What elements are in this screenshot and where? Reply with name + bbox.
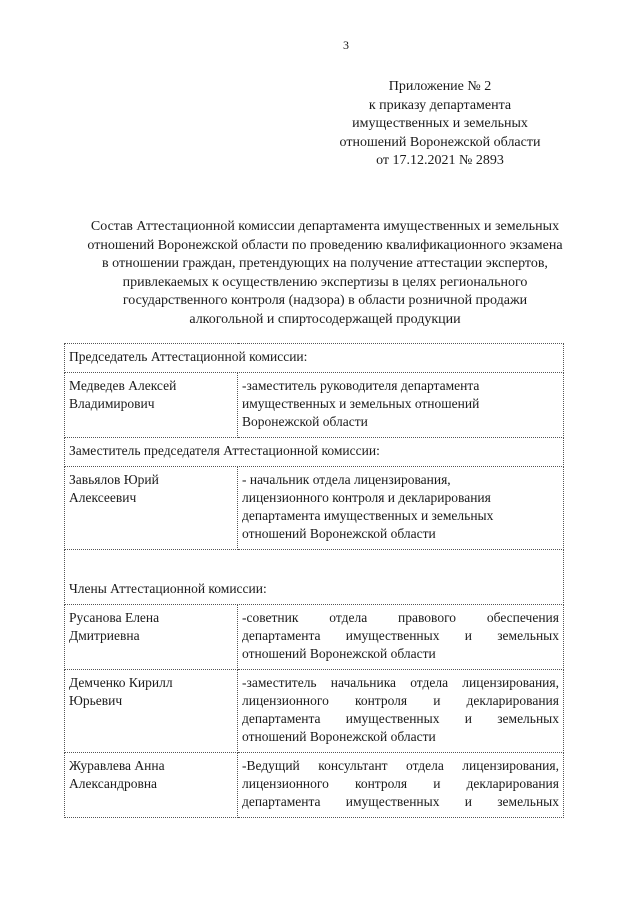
duty-line: департамента имущественных и земельных <box>242 711 559 726</box>
table-row <box>65 605 564 670</box>
duty-line: лицензионного контроля и декларирования <box>242 693 559 708</box>
name-line: Медведев Алексей <box>69 378 177 393</box>
heading-line: Состав Аттестационной комиссии департамента имущественных и земельных <box>90 219 560 234</box>
appendix-line: отношений Воронежской области <box>339 134 541 150</box>
member-name <box>65 373 238 438</box>
heading-line: привлекаемых к осуществлению экспертизы в целях регионального <box>122 274 528 290</box>
name-line: Алексеевич <box>69 490 137 505</box>
name-line: Юрьевич <box>69 693 123 708</box>
name-line: Александровна <box>69 776 158 791</box>
duty-line: -заместитель руководителя департамента <box>242 378 480 393</box>
member-duty <box>238 467 564 550</box>
heading-line: государственного контроля (надзора) в области розничной продажи <box>122 293 528 308</box>
duty-line: отношений Воронежской области <box>242 729 436 744</box>
chairman-section-header: Председатель Аттестационной комиссии: <box>65 344 564 373</box>
heading-line: отношений Воронежской области по проведению квалификационного экзамена <box>87 237 563 253</box>
commission-table <box>64 343 564 818</box>
appendix-line: Приложение № 2 <box>388 79 492 94</box>
table-row <box>65 467 564 550</box>
name-line: Завьялов Юрий <box>69 472 159 487</box>
heading-line: в отношении граждан, претендующих на получение аттестации экспертов, <box>102 256 548 271</box>
duty-line: -Ведущий консультант отдела лицензирования, <box>242 758 559 773</box>
duty-line: Воронежской области <box>242 414 368 429</box>
member-name <box>65 670 238 753</box>
duty-line: - начальник отдела лицензирования, <box>242 472 451 487</box>
appendix-line: от 17.12.2021 № 2893 <box>376 153 504 168</box>
duty-line: имущественных и земельных отношений <box>242 396 480 411</box>
duty-line: лицензионного контроля и декларирования <box>242 776 559 791</box>
appendix-block <box>320 78 560 171</box>
member-duty <box>238 670 564 753</box>
name-line: Журавлева Анна <box>69 758 165 773</box>
duty-line: департамента имущественных и земельных <box>242 508 494 523</box>
heading-line: алкогольной и спиртосодержащей продукции <box>189 311 461 327</box>
member-duty <box>238 753 564 818</box>
duty-line: -заместитель начальника отдела лицензирования, <box>242 675 559 690</box>
table-row <box>65 344 564 373</box>
duty-line: -советник отдела правового обеспечения <box>242 610 559 625</box>
member-name <box>65 753 238 818</box>
deputy-section-header: Заместитель председателя Аттестационной комиссии: <box>65 438 564 467</box>
duty-line: департамента имущественных и земельных <box>242 628 559 643</box>
member-name <box>65 605 238 670</box>
table-row <box>65 670 564 753</box>
appendix-line: имущественных и земельных <box>352 116 528 131</box>
table-row <box>65 753 564 818</box>
duty-line: департамента имущественных и земельных <box>242 794 559 809</box>
table-row <box>65 550 564 605</box>
name-line: Дмитриевна <box>69 628 140 643</box>
members-section-header: Члены Аттестационной комиссии: <box>65 550 564 605</box>
duty-line: отношений Воронежской области <box>242 526 436 541</box>
name-line: Владимирович <box>69 396 155 411</box>
appendix-line: к приказу департамента <box>368 97 512 113</box>
table-row <box>65 373 564 438</box>
member-duty <box>238 373 564 438</box>
name-line: Русанова Елена <box>69 610 160 625</box>
duty-line: лицензионного контроля и декларирования <box>242 490 491 505</box>
page-number: 3 <box>343 38 349 52</box>
duty-line: отношений Воронежской области <box>242 646 436 661</box>
table-row <box>65 438 564 467</box>
name-line: Демченко Кирилл <box>69 675 173 690</box>
document-heading <box>70 218 580 329</box>
member-name <box>65 467 238 550</box>
member-duty <box>238 605 564 670</box>
